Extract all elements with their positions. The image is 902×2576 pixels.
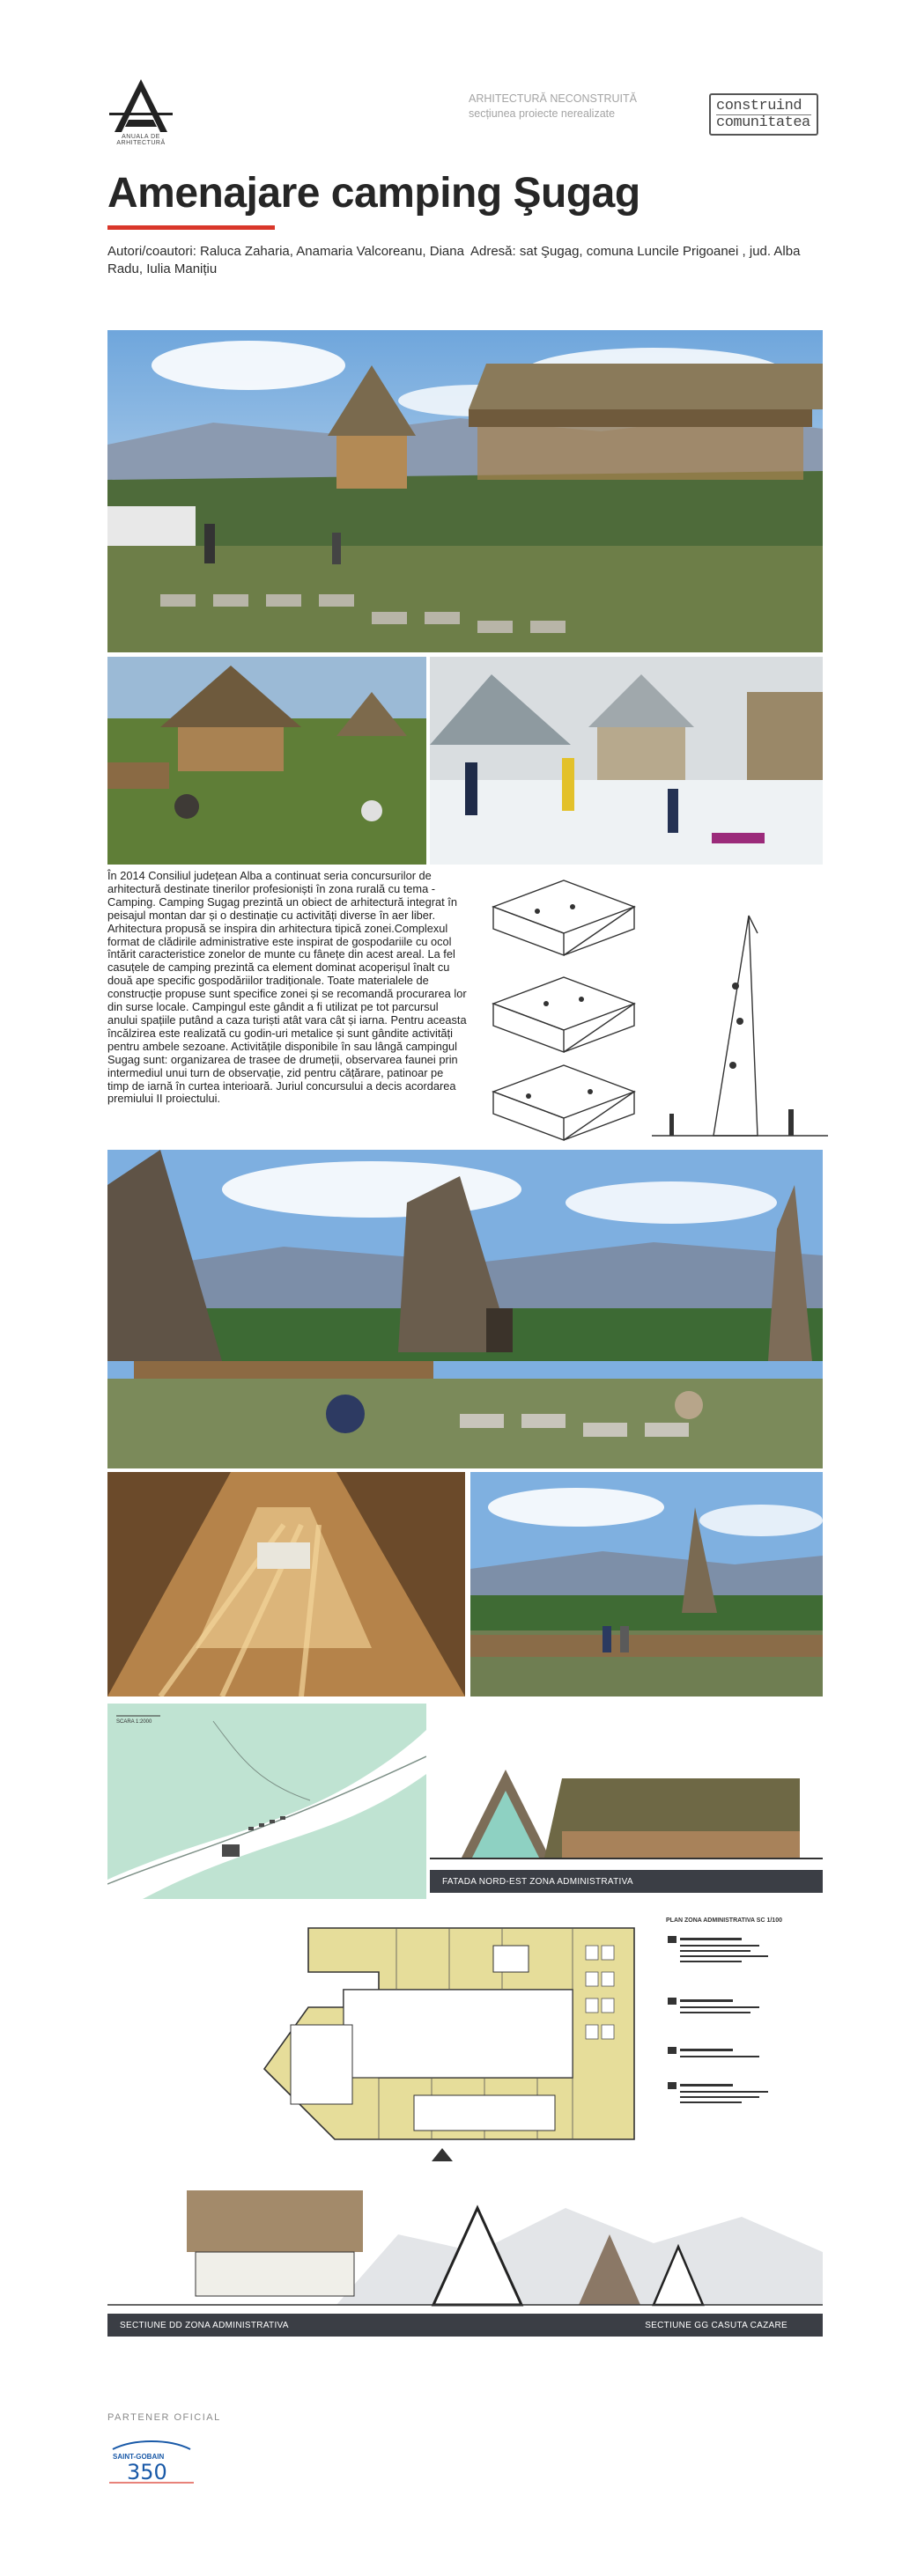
render-camping-cabins bbox=[107, 1150, 823, 1468]
project-description: În 2014 Consiliul județean Alba a continuat seria concursurilor de arhitectură destinate tinerilor profesioniști în zona rurală cu tema - Camping. Camping Sugag prezintă un obiect de arhitectură integrat în peisajul montan dar și o destinație cu activități diverse în aer liber. Arhitectura propusă se inspira din arhitectura tipică zonei.Complexul format de clădirile administrative este inspirat de gospodariile cu ocol întărit caracteristice zonelor de munte cu fânețe din acest areal. La fel casuțele de camping prezintă ca element dominat acoperișul înalt cu două ape specific gospodăriilor tradiționale. Toate materialele de construcție propuse sunt specifice zonei și se recomandă procurarea lor din surse locale. Campingul este gândit a fi utilizat pe tot parcursul anului spațiile putând a caza turiști atât vara cât și iarna. Pentru aceasta încălzirea este realizată cu godin-uri metalice și sunt gândite activități pentru ambele sezoane. Activitățile disponibile în sau lângă campingul Sugag sunt: organizarea de trasee de drumeții, observarea faunei prin intermediul unui turn de observație, zid pentru cățărare, patinoar pe timp de iarnă în curtea interioară. Juriul concursului a decis acordarea premiului II proiectului. bbox=[107, 869, 467, 1106]
sketch-observation-tower bbox=[652, 907, 828, 1141]
brand-name: SAINT-GOBAIN bbox=[113, 2453, 165, 2461]
section-subtitle: secțiunea proiecte nerealizate bbox=[469, 107, 616, 120]
project-title: Amenajare camping Şugag bbox=[107, 170, 640, 217]
render-cabin-interior bbox=[107, 1472, 465, 1696]
title-accent-rule bbox=[107, 225, 275, 230]
project-address: Adresă: sat Şugag, comuna Luncile Prigoanei , jud. Alba bbox=[470, 244, 801, 259]
publisher-logo-caption: ANUALA DE ARHITECTURĂ bbox=[116, 134, 166, 146]
floor-plan-title: PLAN ZONA ADMINISTRATIVA SC 1/100 bbox=[666, 1917, 782, 1924]
render-hammock-area bbox=[107, 657, 426, 865]
elevation-label: FATADA NORD-EST ZONA ADMINISTRATIVA bbox=[442, 1876, 633, 1887]
brand-number: 350 bbox=[127, 2460, 167, 2484]
section-note bbox=[469, 92, 637, 121]
section-title: ARHITECTURĂ NECONSTRUITĂ bbox=[469, 92, 637, 105]
section-admin-label: SECTIUNE DD ZONA ADMINISTRATIVA bbox=[120, 2320, 289, 2330]
sections-label-bar bbox=[107, 2314, 823, 2337]
sketch-cabin-interiors bbox=[476, 872, 652, 1144]
partner-label: PARTENER OFICIAL bbox=[107, 2412, 221, 2423]
hero-render-camping bbox=[107, 330, 823, 652]
competition-badge bbox=[709, 93, 818, 136]
floor-plan-legend bbox=[666, 1917, 823, 2155]
section-cabin-label: SECTIUNE GG CASUTA CAZARE bbox=[645, 2320, 787, 2330]
saint-gobain-logo bbox=[107, 2437, 196, 2490]
project-authors: Autori/coautori: Raluca Zaharia, Anamaria Valcoreanu, Diana Radu, Iulia Manițiu bbox=[107, 244, 464, 276]
floor-plan-admin bbox=[238, 1910, 661, 2166]
elevation-label-bar bbox=[430, 1870, 823, 1893]
map-scale-label: SCARA 1:2000 bbox=[116, 1719, 152, 1725]
badge-line-2: comunitatea bbox=[716, 114, 810, 131]
render-ice-rink bbox=[430, 657, 823, 865]
floor-plan-legend-lines bbox=[666, 1924, 823, 2153]
render-observation-tower bbox=[470, 1472, 823, 1696]
publisher-logo bbox=[107, 77, 174, 141]
badge-line-1: construind bbox=[716, 99, 811, 115]
site-map bbox=[107, 1704, 426, 1899]
sections-drawing bbox=[107, 2173, 823, 2314]
